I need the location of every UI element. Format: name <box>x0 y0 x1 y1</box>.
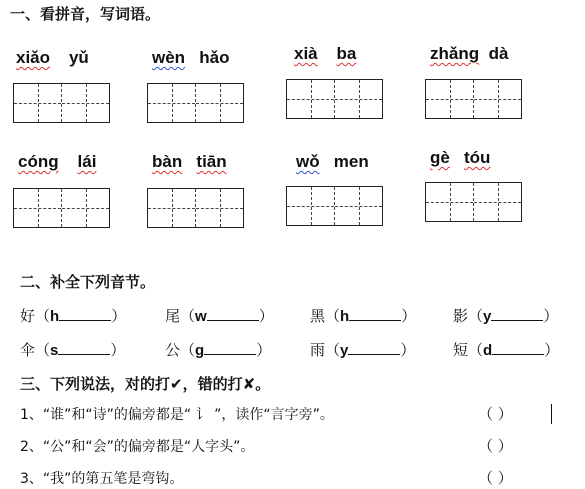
writing-box[interactable] <box>286 79 383 119</box>
close-paren: ） <box>400 341 416 359</box>
syllable-initial: h <box>50 308 60 325</box>
section2-title: 二、补全下列音节。 <box>20 273 156 291</box>
syllable-item <box>165 339 271 360</box>
syllable-item <box>20 339 125 360</box>
syllable-char: 尾 <box>165 307 181 325</box>
open-paren: （ <box>468 307 484 325</box>
syllable-initial: g <box>195 342 205 359</box>
pinyin-word-8 <box>430 148 490 168</box>
pinyin-syllable: gè <box>430 148 450 167</box>
pinyin-syllable: dà <box>488 44 509 63</box>
open-paren: （ <box>180 341 196 359</box>
blank-line[interactable] <box>59 306 111 321</box>
pinyin-syllable: men <box>333 152 369 171</box>
close-paren: ） <box>544 341 560 359</box>
syllable-item <box>310 339 415 360</box>
syllable-initial: y <box>340 342 349 359</box>
writing-box[interactable] <box>425 182 522 222</box>
pinyin-syllable: tóu <box>464 148 491 167</box>
open-paren: （ <box>325 341 341 359</box>
section3-title-prefix: 三、下列说法，对的打 <box>20 375 171 393</box>
section3-title-mid: ，错的打 <box>182 375 243 393</box>
syllable-item <box>453 305 558 326</box>
syllable-item <box>453 339 559 360</box>
open-paren: （ <box>325 307 341 325</box>
writing-box[interactable] <box>13 83 110 123</box>
close-paren: ） <box>401 307 417 325</box>
section3-title-end: 。 <box>255 375 271 393</box>
syllable-item <box>165 305 274 326</box>
open-paren: （ <box>35 341 51 359</box>
pinyin-syllable: wèn <box>152 48 186 67</box>
pinyin-syllable: cóng <box>18 152 59 171</box>
pinyin-syllable: xiǎo <box>16 48 51 67</box>
check-mark-icon: ✔ <box>170 375 183 393</box>
section1-title: 一、看拼音，写词语。 <box>10 5 161 23</box>
syllable-item <box>310 305 416 326</box>
writing-box[interactable] <box>286 186 383 226</box>
pinyin-word-4 <box>430 44 508 64</box>
question-1: 1、“谁”和“诗”的偏旁都是“ 讠 ”，读作“言字旁”。 <box>20 407 334 423</box>
syllable-initial: s <box>50 342 59 359</box>
syllable-char: 短 <box>453 341 469 359</box>
syllable-initial: w <box>195 308 207 325</box>
section3-title <box>20 373 270 394</box>
writing-box[interactable] <box>147 188 244 228</box>
pinyin-word-3 <box>294 44 356 64</box>
syllable-initial: d <box>483 342 493 359</box>
syllable-char: 好 <box>20 307 36 325</box>
syllable-char: 影 <box>453 307 469 325</box>
open-paren: （ <box>180 307 196 325</box>
pinyin-syllable: hǎo <box>199 48 230 67</box>
writing-box[interactable] <box>13 188 110 228</box>
answer-paren-2[interactable]: （ ） <box>478 437 513 455</box>
close-paren: ） <box>543 307 559 325</box>
close-paren: ） <box>258 307 274 325</box>
syllable-char: 黑 <box>310 307 326 325</box>
blank-line[interactable] <box>492 340 544 355</box>
close-paren: ） <box>111 307 127 325</box>
pinyin-syllable: lái <box>77 152 97 171</box>
blank-line[interactable] <box>491 306 543 321</box>
pinyin-syllable: bàn <box>152 152 183 171</box>
blank-line[interactable] <box>349 306 401 321</box>
syllable-initial: y <box>483 308 492 325</box>
pinyin-word-5 <box>18 152 96 172</box>
blank-line[interactable] <box>348 340 400 355</box>
answer-paren-3[interactable]: （ ） <box>478 469 513 487</box>
open-paren: （ <box>35 307 51 325</box>
pinyin-word-1 <box>16 48 89 68</box>
question-2: 2、“公”和“会”的偏旁都是“人字头”。 <box>20 439 255 455</box>
writing-box[interactable] <box>425 79 522 119</box>
writing-box[interactable] <box>147 83 244 123</box>
syllable-char: 公 <box>165 341 181 359</box>
blank-line[interactable] <box>58 340 110 355</box>
pinyin-syllable: wǒ <box>296 152 320 171</box>
open-paren: （ <box>468 341 484 359</box>
pinyin-word-2 <box>152 48 229 68</box>
pinyin-syllable: xià <box>294 44 318 63</box>
syllable-char: 雨 <box>310 341 326 359</box>
pinyin-syllable: tiān <box>196 152 227 171</box>
syllable-item <box>20 305 126 326</box>
pinyin-syllable: yǔ <box>68 48 89 67</box>
pinyin-word-6 <box>152 152 227 172</box>
cross-mark-icon: ✘ <box>242 375 256 393</box>
blank-line[interactable] <box>204 340 256 355</box>
close-paren: ） <box>110 341 126 359</box>
syllable-char: 伞 <box>20 341 36 359</box>
close-paren: ） <box>256 341 272 359</box>
text-cursor <box>551 404 552 424</box>
answer-paren-1[interactable]: （ ） <box>478 405 513 423</box>
pinyin-syllable: zhǎng <box>430 44 480 63</box>
blank-line[interactable] <box>207 306 259 321</box>
pinyin-syllable: ba <box>336 44 357 63</box>
pinyin-word-7 <box>296 152 369 172</box>
syllable-initial: h <box>340 308 350 325</box>
question-3: 3、“我”的第五笔是弯钩。 <box>20 471 184 487</box>
